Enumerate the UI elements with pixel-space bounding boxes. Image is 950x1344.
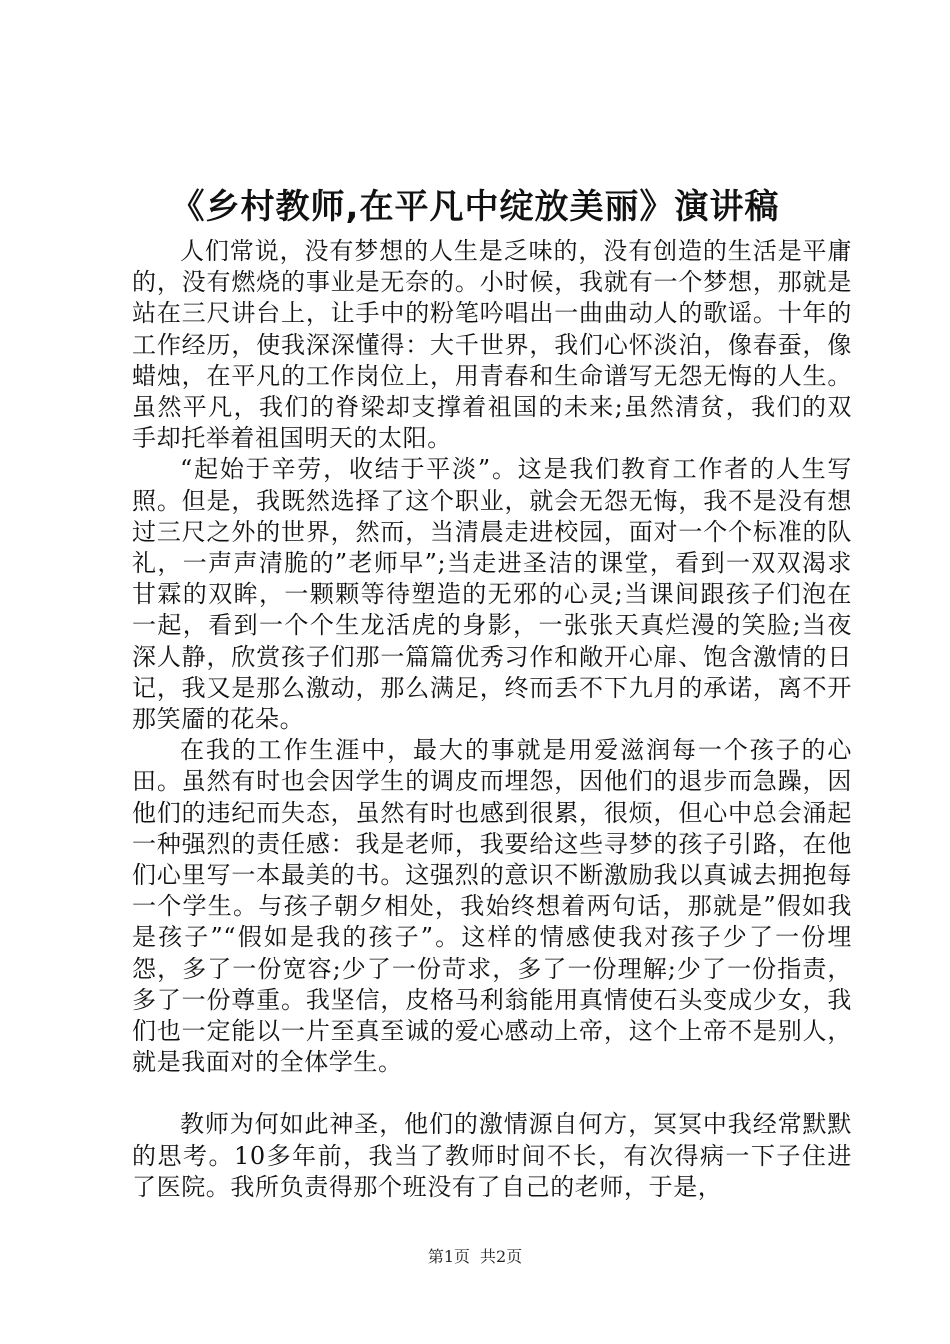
- document-body: [132, 236, 852, 1203]
- page-number: 第1页: [427, 1247, 470, 1266]
- paragraph-2: “起始于辛劳，收结于平淡”。这是我们教育工作者的人生写照。但是，我既然选择了这个职业，就会无怨无悔，我不是没有想过三尺之外的世界，然而，当清晨走进校园，面对一个个标准的队礼，一声声清脆的”老师早”;当走进圣洁的课堂，看到一双双渴求甘霖的双眸，一颗颗等待塑造的无邪的心灵;当课间跟孩子们泡在一起，看到一个个生龙活虎的身影，一张张天真烂漫的笑脸;当夜深人静，欣赏孩子们那一篇篇优秀习作和敞开心扉、饱含激情的日记，我又是那么激动，那么满足，终而丢不下九月的承诺，离不开那笑靥的花朵。: [132, 455, 852, 734]
- document-title: 《乡村教师,在平凡中绽放美丽》演讲稿: [170, 187, 780, 227]
- paragraph-3: 在我的工作生涯中，最大的事就是用爱滋润每一个孩子的心田。虽然有时也会因学生的调皮而埋怨，因他们的退步而急躁，因他们的违纪而失态，虽然有时也感到很累，很烦，但心中总会涌起一种强烈的责任感：我是老师，我要给这些寻梦的孩子引路，在他们心里写一本最美的书。这强烈的意识不断激励我以真诚去拥抱每一个学生。与孩子朝夕相处，我始终想着两句话，那就是”假如我是孩子”“假如是我的孩子”。这样的情感使我对孩子少了一份埋怨，多了一份宽容;少了一份苛求，多了一份理解;少了一份指责，多了一份尊重。我坚信，皮格马利翁能用真情使石头变成少女，我们也一定能以一片至真至诚的爱心感动上帝，这个上帝不是别人，就是我面对的全体学生。: [132, 736, 852, 1077]
- page-total: 共2页: [480, 1247, 523, 1266]
- paragraph-1: 人们常说，没有梦想的人生是乏味的，没有创造的生活是平庸的，没有燃烧的事业是无奈的。小时候，我就有一个梦想，那就是站在三尺讲台上，让手中的粉笔吟唱出一曲曲动人的歌谣。十年的工作经历，使我深深懂得：大千世界，我们心怀淡泊，像春蚕，像蜡烛，在平凡的工作岗位上，用青春和生命谱写无怨无悔的人生。虽然平凡，我们的脊梁却支撑着祖国的未来;虽然清贫，我们的双手却托举着祖国明天的太阳。: [132, 237, 852, 453]
- page-footer: [0, 1247, 950, 1267]
- paragraph-4: 教师为何如此神圣，他们的激情源自何方，冥冥中我经常默默的思考。10多年前，我当了教师时间不长，有次得病一下子住进了医院。我所负责得那个班没有了自己的老师，于是，: [132, 1110, 852, 1201]
